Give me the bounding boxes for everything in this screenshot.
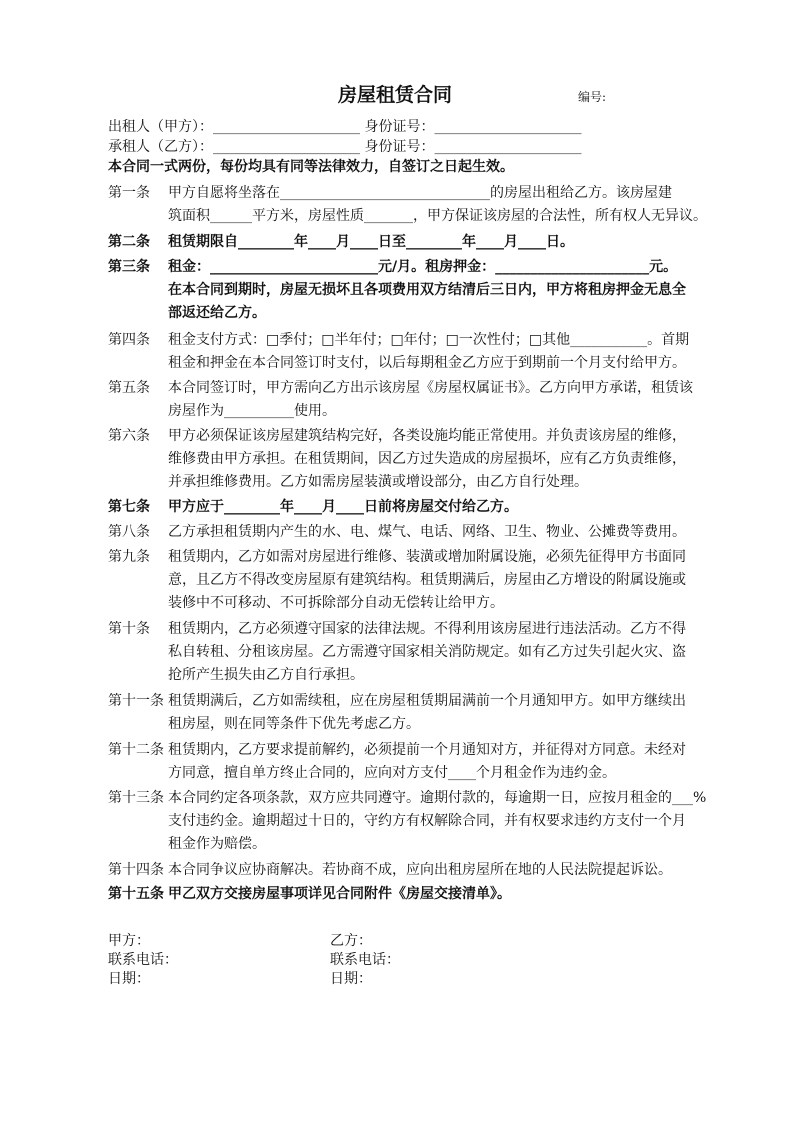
clause-8-label: 第八条 — [108, 524, 150, 540]
intro-statement: 本合同一式两份，每份均具有同等法律效力，自签订之日起生效。 — [108, 159, 514, 175]
clause-9-line-2: 意，且乙方不得改变房屋原有建筑结构。租赁期满后，房屋由乙方增设的附属设施或 — [168, 572, 686, 588]
party-a-date-label: 日期： — [108, 971, 150, 987]
clause-6-label: 第六条 — [108, 428, 150, 444]
clause-15-label: 第十五条 — [108, 886, 164, 902]
clause-10-label: 第十条 — [108, 621, 150, 637]
clause-11-line-1: 租赁期满后，乙方如需续租，应在房屋租赁期届满前一个月通知甲方。如甲方继续出 — [168, 693, 686, 709]
clause-10-line-1: 租赁期内，乙方必须遵守国家的法律法规。不得利用该房屋进行违法活动。乙方不得 — [168, 621, 686, 637]
clause-13-line-2: 支付违约金。逾期超过十日的，守约方有权解除合同，并有权要求违约方支付一个月 — [168, 813, 686, 829]
clause-5-line-1: 本合同签订时，甲方需向乙方出示该房屋《房屋权属证书》。乙方向甲方承诺，租赁该 — [168, 380, 693, 396]
contract-number-label: 编号: — [578, 90, 607, 104]
clause-12-line-2: 方同意，擅自单方终止合同的，应向对方支付____个月租金作为违约金。 — [168, 765, 616, 781]
clause-13-line-1: 本合同约定各项条款，双方应共同遵守。逾期付款的，每逾期一日，应按月租金的___% — [168, 790, 707, 806]
clause-7-label: 第七条 — [108, 499, 150, 515]
clause-10-line-3: 抢所产生损失由乙方自行承担。 — [168, 667, 364, 683]
clause-13-line-3: 租金作为赔偿。 — [168, 836, 266, 852]
clause-6-line-1: 甲方必须保证该房屋建筑结构完好，各类设施均能正常使用。并负责该房屋的维修， — [168, 428, 686, 444]
clause-11-line-2: 租房屋，则在同等条件下优先考虑乙方。 — [168, 716, 420, 732]
clause-6-line-3: 并承担维修费用。乙方如需房屋装潢或增设部分，由乙方自行处理。 — [168, 474, 588, 490]
clause-2-line-1: 租赁期限自________年____月____日至________年____月____日。 — [168, 234, 574, 250]
clause-12-line-1: 租赁期内，乙方要求提前解约，必须提前一个月通知对方，并征得对方同意。未经对 — [168, 742, 686, 758]
clause-9-line-1: 租赁期内，乙方如需对房屋进行维修、装潢或增加附属设施，必须先征得甲方书面同 — [168, 549, 686, 565]
clause-5-label: 第五条 — [108, 380, 150, 396]
clause-1-line-2: 筑面积______平方米，房屋性质_______，甲方保证该房屋的合法性，所有权人无异议。 — [168, 208, 707, 224]
clause-7-line-1: 甲方应于________年____月____日前将房屋交付给乙方。 — [168, 499, 518, 515]
party-b-date-label: 日期： — [330, 971, 372, 987]
clause-13-label: 第十三条 — [108, 790, 164, 806]
clause-4-line-1: 租金支付方式：□季付；□半年付；□年付；□一次性付；□其他___________。首期 — [168, 332, 690, 348]
clause-8-line-1: 乙方承担租赁期内产生的水、电、煤气、电话、网络、卫生、物业、公摊费等费用。 — [168, 524, 686, 540]
clause-3-line-3: 部返还给乙方。 — [168, 305, 266, 321]
clause-1-line-1: 甲方自愿将坐落在______________________________的房屋出租给乙方。该房屋建 — [168, 185, 672, 201]
clause-12-label: 第十二条 — [108, 742, 164, 758]
clause-14-line-1: 本合同争议应协商解决。若协商不成，应向出租房屋所在地的人民法院提起诉讼。 — [168, 862, 672, 878]
clause-4-label: 第四条 — [108, 332, 150, 348]
clause-2-label: 第二条 — [108, 234, 150, 250]
lessee-line: 承租人（乙方）：_____________________ 身份证号：_____________________ — [108, 139, 582, 155]
clause-5-line-2: 房屋作为__________使用。 — [168, 403, 336, 419]
party-b-signature-label: 乙方： — [330, 933, 372, 949]
clause-3-line-1: 租金：________________________元/月。租房押金：______________________元。 — [168, 259, 678, 275]
clause-3-label: 第三条 — [108, 259, 150, 275]
party-a-signature-label: 甲方： — [108, 933, 150, 949]
clause-9-line-3: 装修中不可移动、不可拆除部分自动无偿转让给甲方。 — [168, 595, 504, 611]
clause-10-line-2: 私自转租、分租该房屋。乙方需遵守国家相关消防规定。如有乙方过失引起火灾、盗 — [168, 644, 686, 660]
party-b-phone-label: 联系电话： — [330, 952, 400, 968]
clause-11-label: 第十一条 — [108, 693, 164, 709]
clause-14-label: 第十四条 — [108, 862, 164, 878]
document-title: 房屋租赁合同 — [338, 84, 453, 106]
lessor-line: 出租人（甲方）：_____________________ 身份证号：_____________________ — [108, 119, 582, 135]
clause-1-label: 第一条 — [108, 185, 150, 201]
clause-15-line-1: 甲乙双方交接房屋事项详见合同附件《房屋交接清单》。 — [168, 886, 511, 902]
clause-4-line-2: 租金和押金在本合同签订时支付，以后每期租金乙方应于到期前一个月支付给甲方。 — [168, 355, 686, 371]
clause-3-line-2: 在本合同到期时，房屋无损坏且各项费用双方结清后三日内，甲方将租房押金无息全 — [168, 282, 686, 298]
party-a-phone-label: 联系电话： — [108, 952, 178, 968]
clause-6-line-2: 维修费由甲方承担。在租赁期间，因乙方过失造成的房屋损坏，应有乙方负责维修， — [168, 451, 686, 467]
clause-9-label: 第九条 — [108, 549, 150, 565]
